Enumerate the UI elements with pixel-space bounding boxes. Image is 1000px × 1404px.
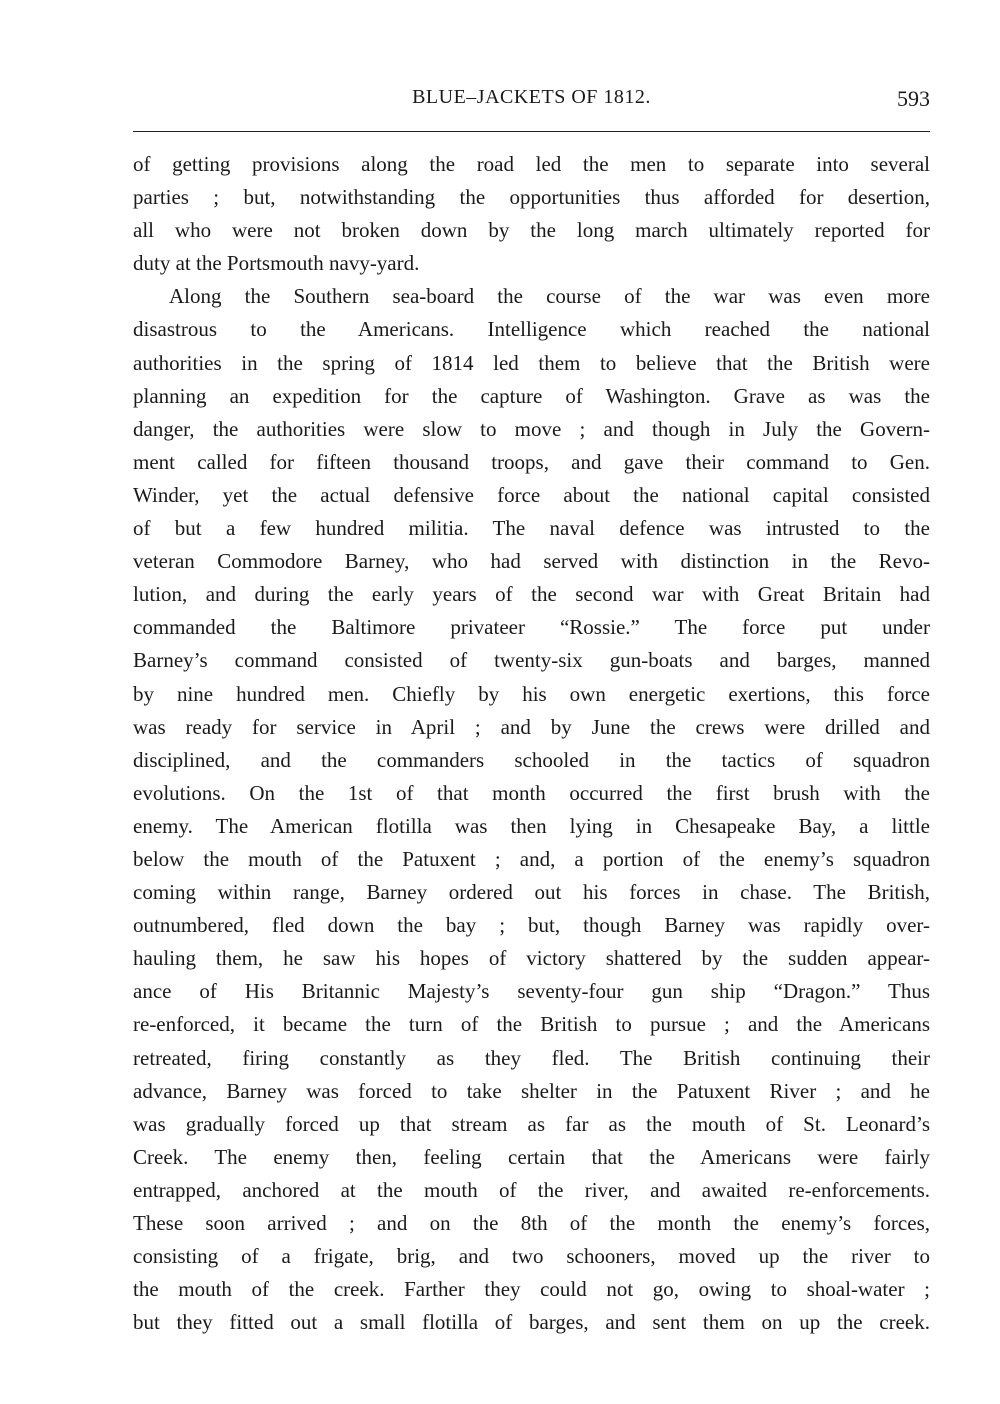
text-line: evolutions. On the 1st of that month occurred the first brush with the <box>133 780 930 805</box>
text-line: planning an expedition for the capture of Washington. Grave as was the <box>133 383 930 408</box>
text-line: ance of His Britannic Majesty’s seventy-four gun ship “Dragon.” Thus <box>133 979 930 1004</box>
text-line: was ready for service in April ; and by June the crews were drilled and <box>133 714 930 739</box>
text-line: outnumbered, fled down the bay ; but, though Barney was rapidly over- <box>133 913 930 938</box>
text-line: of but a few hundred militia. The naval defence was intrusted to the <box>133 516 930 541</box>
text-line: retreated, firing constantly as they fled. The British continuing their <box>133 1045 930 1070</box>
text-line: the mouth of the creek. Farther they could not go, owing to shoal-water ; <box>133 1277 930 1302</box>
text-line: Barney’s command consisted of twenty-six gun-boats and barges, manned <box>133 648 930 673</box>
page-number: 593 <box>897 86 930 111</box>
text-line: danger, the authorities were slow to move ; and though in July the Govern- <box>133 416 930 441</box>
text-line: by nine hundred men. Chiefly by his own energetic exertions, this force <box>133 681 930 706</box>
text-line: was gradually forced up that stream as far as the mouth of St. Leonard’s <box>133 1111 930 1136</box>
text-line: disastrous to the Americans. Intelligence which reached the national <box>133 317 930 342</box>
text-line: duty at the Portsmouth navy-yard. <box>133 251 420 276</box>
running-head <box>133 86 930 116</box>
text-line: veteran Commodore Barney, who had served with distinction in the Revo- <box>133 549 930 574</box>
text-line: enemy. The American flotilla was then lying in Chesapeake Bay, a little <box>133 813 930 838</box>
paragraph-1 <box>133 148 930 280</box>
text-line: ment called for fifteen thousand troops, and gave their command to Gen. <box>133 449 930 474</box>
text-line: Winder, yet the actual defensive force about the national capital consisted <box>133 482 930 507</box>
text-line: but they fitted out a small flotilla of barges, and sent them on up the creek. <box>133 1310 930 1335</box>
text-line: authorities in the spring of 1814 led them to believe that the British were <box>133 350 930 375</box>
text-line: below the mouth of the Patuxent ; and, a portion of the enemy’s squadron <box>133 846 930 871</box>
text-line: advance, Barney was forced to take shelter in the Patuxent River ; and he <box>133 1078 930 1103</box>
text-line: lution, and during the early years of the second war with Great Britain had <box>133 582 930 607</box>
text-line: all who were not broken down by the long march ultimately reported for <box>133 218 930 243</box>
text-line: disciplined, and the commanders schooled in the tactics of squadron <box>133 747 930 772</box>
text-line: of getting provisions along the road led the men to separate into several <box>133 152 930 176</box>
text-line: consisting of a frigate, brig, and two schooners, moved up the river to <box>133 1244 930 1269</box>
text-line: re-enforced, it became the turn of the British to pursue ; and the Americans <box>133 1012 930 1037</box>
text-line: parties ; but, notwithstanding the opportunities thus afforded for desertion, <box>133 185 930 210</box>
header-rule <box>133 131 930 132</box>
body-text <box>133 148 930 1339</box>
text-line: hauling them, he saw his hopes of victory shattered by the sudden appear- <box>133 946 930 971</box>
text-line: coming within range, Barney ordered out his forces in chase. The British, <box>133 880 930 905</box>
running-title: BLUE–JACKETS OF 1812. <box>412 86 651 108</box>
text-line: commanded the Baltimore privateer “Rossie.” The force put under <box>133 615 930 640</box>
paragraph-2 <box>133 280 930 1339</box>
text-line: Creek. The enemy then, feeling certain that the Americans were fairly <box>133 1144 930 1169</box>
text-line: These soon arrived ; and on the 8th of the month the enemy’s forces, <box>133 1211 930 1235</box>
text-line: entrapped, anchored at the mouth of the river, and awaited re-enforcements. <box>133 1177 930 1202</box>
text-line: Along the Southern sea-board the course of the war was even more <box>169 284 930 309</box>
